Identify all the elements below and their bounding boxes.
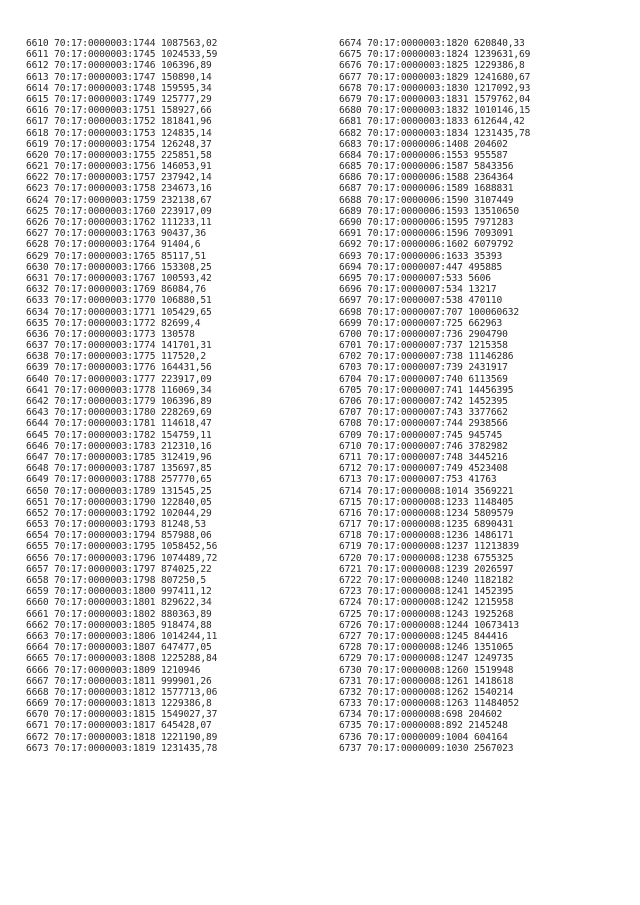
table-row: 6726 70:17:0000008:1244 10673413 bbox=[339, 619, 520, 631]
table-row: 6677 70:17:0000003:1829 1241680,67 bbox=[339, 71, 531, 83]
table-row: 6644 70:17:0000003:1781 114618,47 bbox=[26, 418, 212, 430]
table-row: 6652 70:17:0000003:1792 102044,29 bbox=[26, 507, 212, 519]
table-row: 6617 70:17:0000003:1752 181841,96 bbox=[26, 116, 212, 128]
table-row: 6639 70:17:0000003:1776 164431,56 bbox=[26, 362, 212, 374]
table-row: 6693 70:17:0000006:1633 35393 bbox=[339, 250, 503, 262]
table-row: 6696 70:17:0000007:534 13217 bbox=[339, 284, 497, 296]
table-row: 6674 70:17:0000003:1820 620840,33 bbox=[339, 38, 525, 49]
table-row: 6628 70:17:0000003:1764 91404,6 bbox=[26, 239, 201, 251]
table-row: 6643 70:17:0000003:1780 228269,69 bbox=[26, 407, 212, 419]
table-row: 6719 70:17:0000008:1237 11213839 bbox=[339, 541, 520, 553]
table-row: 6704 70:17:0000007:740 6113569 bbox=[339, 373, 508, 385]
table-row: 6615 70:17:0000003:1749 125777,29 bbox=[26, 93, 212, 105]
table-row: 6623 70:17:0000003:1758 234673,16 bbox=[26, 183, 212, 195]
table-row: 6718 70:17:0000008:1236 1486171 bbox=[339, 530, 514, 542]
table-row: 6669 70:17:0000003:1813 1229386,8 bbox=[26, 698, 212, 710]
table-row: 6656 70:17:0000003:1796 1074489,72 bbox=[26, 552, 218, 564]
table-row: 6655 70:17:0000003:1795 1058452,56 bbox=[26, 541, 218, 553]
table-row: 6690 70:17:0000006:1595 7971283 bbox=[339, 217, 514, 228]
table-row: 6707 70:17:0000007:743 3377662 bbox=[339, 407, 508, 419]
table-row: 6720 70:17:0000008:1238 6755325 bbox=[339, 552, 514, 564]
table-row: 6647 70:17:0000003:1785 312419,96 bbox=[26, 451, 212, 463]
table-row: 6671 70:17:0000003:1817 645428,07 bbox=[26, 720, 212, 732]
table-row: 6688 70:17:0000006:1590 3107449 bbox=[339, 194, 514, 206]
table-row: 6633 70:17:0000003:1770 106880,51 bbox=[26, 295, 212, 307]
table-row: 6701 70:17:0000007:737 1215358 bbox=[339, 340, 508, 352]
table-row: 6692 70:17:0000006:1602 6079792 bbox=[339, 239, 514, 251]
table-row: 6725 70:17:0000008:1243 1925268 bbox=[339, 608, 514, 620]
table-row: 6689 70:17:0000006:1593 13510650 bbox=[339, 205, 520, 217]
table-row: 6654 70:17:0000003:1794 857988,06 bbox=[26, 530, 212, 542]
table-row: 6673 70:17:0000003:1819 1231435,78 bbox=[26, 742, 218, 754]
table-row: 6667 70:17:0000003:1811 999901,26 bbox=[26, 675, 212, 687]
table-row: 6660 70:17:0000003:1801 829622,34 bbox=[26, 597, 212, 609]
table-row: 6620 70:17:0000003:1755 225851,58 bbox=[26, 149, 212, 161]
table-row: 6641 70:17:0000003:1778 116069,34 bbox=[26, 384, 212, 396]
table-row: 6650 70:17:0000003:1789 131545,25 bbox=[26, 485, 212, 497]
table-row: 6611 70:17:0000003:1745 1024533,59 bbox=[26, 49, 218, 61]
table-row: 6712 70:17:0000007:749 4523408 bbox=[339, 463, 508, 475]
table-row: 6665 70:17:0000003:1808 1225288,84 bbox=[26, 653, 218, 665]
table-row: 6734 70:17:0000008:698 204602 bbox=[339, 709, 503, 721]
table-row: 6694 70:17:0000007:447 495885 bbox=[339, 261, 503, 273]
table-row: 6715 70:17:0000008:1233 1148405 bbox=[339, 496, 514, 508]
table-row: 6657 70:17:0000003:1797 874025,22 bbox=[26, 563, 212, 575]
table-row: 6672 70:17:0000003:1818 1221190,89 bbox=[26, 731, 218, 743]
table-row: 6614 70:17:0000003:1748 159595,34 bbox=[26, 82, 212, 94]
table-row: 6698 70:17:0000007:707 100060632 bbox=[339, 306, 520, 318]
table-row: 6732 70:17:0000008:1262 1540214 bbox=[339, 686, 514, 698]
table-row: 6670 70:17:0000003:1815 1549027,37 bbox=[26, 709, 218, 721]
table-row: 6664 70:17:0000003:1807 647477,05 bbox=[26, 642, 212, 654]
table-row: 6717 70:17:0000008:1235 6890431 bbox=[339, 519, 514, 531]
table-row: 6687 70:17:0000006:1589 1688831 bbox=[339, 183, 514, 195]
table-row: 6713 70:17:0000007:753 41763 bbox=[339, 474, 497, 486]
table-row: 6710 70:17:0000007:746 3782982 bbox=[339, 440, 508, 452]
table-row: 6661 70:17:0000003:1802 880363,89 bbox=[26, 608, 212, 620]
table-row: 6651 70:17:0000003:1790 122840,05 bbox=[26, 496, 212, 508]
table-row: 6736 70:17:0000009:1004 604164 bbox=[339, 731, 508, 743]
table-row: 6709 70:17:0000007:745 945745 bbox=[339, 429, 503, 441]
table-row: 6680 70:17:0000003:1832 1010146,15 bbox=[339, 105, 531, 117]
table-row: 6622 70:17:0000003:1757 237942,14 bbox=[26, 172, 212, 184]
table-row: 6624 70:17:0000003:1759 232138,67 bbox=[26, 194, 212, 206]
table-row: 6616 70:17:0000003:1751 158927,66 bbox=[26, 105, 212, 117]
table-row: 6649 70:17:0000003:1788 257770,65 bbox=[26, 474, 212, 486]
table-row: 6636 70:17:0000003:1773 130578 bbox=[26, 328, 195, 340]
table-row: 6637 70:17:0000003:1774 141701,31 bbox=[26, 340, 212, 352]
table-row: 6675 70:17:0000003:1824 1239631,69 bbox=[339, 49, 531, 61]
table-row: 6634 70:17:0000003:1771 105429,65 bbox=[26, 306, 212, 318]
table-row: 6700 70:17:0000007:736 2904790 bbox=[339, 328, 508, 340]
table-row: 6676 70:17:0000003:1825 1229386,8 bbox=[339, 60, 525, 72]
table-row: 6735 70:17:0000008:892 2145248 bbox=[339, 720, 508, 732]
table-row: 6733 70:17:0000008:1263 11484052 bbox=[339, 698, 520, 710]
table-row: 6702 70:17:0000007:738 11146286 bbox=[339, 351, 514, 363]
table-row: 6699 70:17:0000007:725 662963 bbox=[339, 317, 503, 329]
table-row: 6645 70:17:0000003:1782 154759,11 bbox=[26, 429, 212, 441]
table-row: 6648 70:17:0000003:1787 135697,85 bbox=[26, 463, 212, 475]
table-row: 6727 70:17:0000008:1245 844416 bbox=[339, 630, 508, 642]
table-row: 6642 70:17:0000003:1779 106396,89 bbox=[26, 396, 212, 407]
table-row: 6706 70:17:0000007:742 1452395 bbox=[339, 396, 508, 407]
table-row: 6723 70:17:0000008:1241 1452395 bbox=[339, 586, 514, 598]
table-row: 6681 70:17:0000003:1833 612644,42 bbox=[339, 116, 525, 128]
table-row: 6697 70:17:0000007:538 470110 bbox=[339, 295, 503, 307]
table-row: 6711 70:17:0000007:748 3445216 bbox=[339, 451, 508, 463]
table-row: 6737 70:17:0000009:1030 2567023 bbox=[339, 742, 514, 754]
table-row: 6629 70:17:0000003:1765 85117,51 bbox=[26, 250, 207, 262]
table-row: 6668 70:17:0000003:1812 1577713,06 bbox=[26, 686, 218, 698]
table-row: 6686 70:17:0000006:1588 2364364 bbox=[339, 172, 514, 184]
table-row: 6703 70:17:0000007:739 2431917 bbox=[339, 362, 508, 374]
table-row: 6638 70:17:0000003:1775 117520,2 bbox=[26, 351, 207, 363]
table-row: 6640 70:17:0000003:1777 223917,09 bbox=[26, 373, 212, 385]
table-row: 6679 70:17:0000003:1831 1579762,04 bbox=[339, 93, 531, 105]
table-row: 6621 70:17:0000003:1756 146053,91 bbox=[26, 161, 212, 173]
table-row: 6724 70:17:0000008:1242 1215958 bbox=[339, 597, 514, 609]
table-row: 6683 70:17:0000006:1408 204602 bbox=[339, 138, 508, 150]
table-row: 6678 70:17:0000003:1830 1217092,93 bbox=[339, 82, 531, 94]
table-row: 6722 70:17:0000008:1240 1182182 bbox=[339, 575, 514, 586]
table-row: 6716 70:17:0000008:1234 5809579 bbox=[339, 507, 514, 519]
table-row: 6658 70:17:0000003:1798 807250,5 bbox=[26, 575, 207, 586]
table-row: 6714 70:17:0000008:1014 3569221 bbox=[339, 485, 514, 497]
table-row: 6613 70:17:0000003:1747 150890,14 bbox=[26, 71, 212, 83]
table-row: 6663 70:17:0000003:1806 1014244,11 bbox=[26, 630, 218, 642]
table-row: 6731 70:17:0000008:1261 1418618 bbox=[339, 675, 514, 687]
table-row: 6695 70:17:0000007:533 5606 bbox=[339, 272, 491, 284]
table-row: 6728 70:17:0000008:1246 1351065 bbox=[339, 642, 514, 654]
table-row: 6682 70:17:0000003:1834 1231435,78 bbox=[339, 127, 531, 139]
table-row: 6729 70:17:0000008:1247 1249735 bbox=[339, 653, 514, 665]
left-column bbox=[26, 38, 217, 754]
table-row: 6730 70:17:0000008:1260 1519948 bbox=[339, 664, 514, 676]
table-row: 6618 70:17:0000003:1753 124835,14 bbox=[26, 127, 212, 139]
table-row: 6612 70:17:0000003:1746 106396,89 bbox=[26, 60, 212, 72]
table-row: 6626 70:17:0000003:1762 111233,11 bbox=[26, 217, 212, 228]
table-row: 6653 70:17:0000003:1793 81248,53 bbox=[26, 519, 207, 531]
table-row: 6619 70:17:0000003:1754 126248,37 bbox=[26, 138, 212, 150]
table-row: 6635 70:17:0000003:1772 82699,4 bbox=[26, 317, 201, 329]
table-row: 6721 70:17:0000008:1239 2026597 bbox=[339, 563, 514, 575]
table-row: 6685 70:17:0000006:1587 5843356 bbox=[339, 161, 514, 173]
table-row: 6625 70:17:0000003:1760 223917,09 bbox=[26, 205, 212, 217]
table-row: 6708 70:17:0000007:744 2938566 bbox=[339, 418, 508, 430]
table-row: 6631 70:17:0000003:1767 100593,42 bbox=[26, 272, 212, 284]
table-row: 6610 70:17:0000003:1744 1087563,02 bbox=[26, 38, 218, 49]
table-row: 6705 70:17:0000007:741 14456395 bbox=[339, 384, 514, 396]
table-row: 6630 70:17:0000003:1766 153308,25 bbox=[26, 261, 212, 273]
table-row: 6646 70:17:0000003:1783 212310,16 bbox=[26, 440, 212, 452]
right-column bbox=[339, 38, 530, 754]
table-row: 6691 70:17:0000006:1596 7093091 bbox=[339, 228, 514, 240]
table-row: 6662 70:17:0000003:1805 918474,88 bbox=[26, 619, 212, 631]
table-row: 6627 70:17:0000003:1763 90437,36 bbox=[26, 228, 207, 240]
table-row: 6666 70:17:0000003:1809 1210946 bbox=[26, 664, 201, 676]
table-row: 6632 70:17:0000003:1769 86084,76 bbox=[26, 284, 207, 296]
table-row: 6659 70:17:0000003:1800 997411,12 bbox=[26, 586, 212, 598]
table-row: 6684 70:17:0000006:1553 955587 bbox=[339, 149, 508, 161]
